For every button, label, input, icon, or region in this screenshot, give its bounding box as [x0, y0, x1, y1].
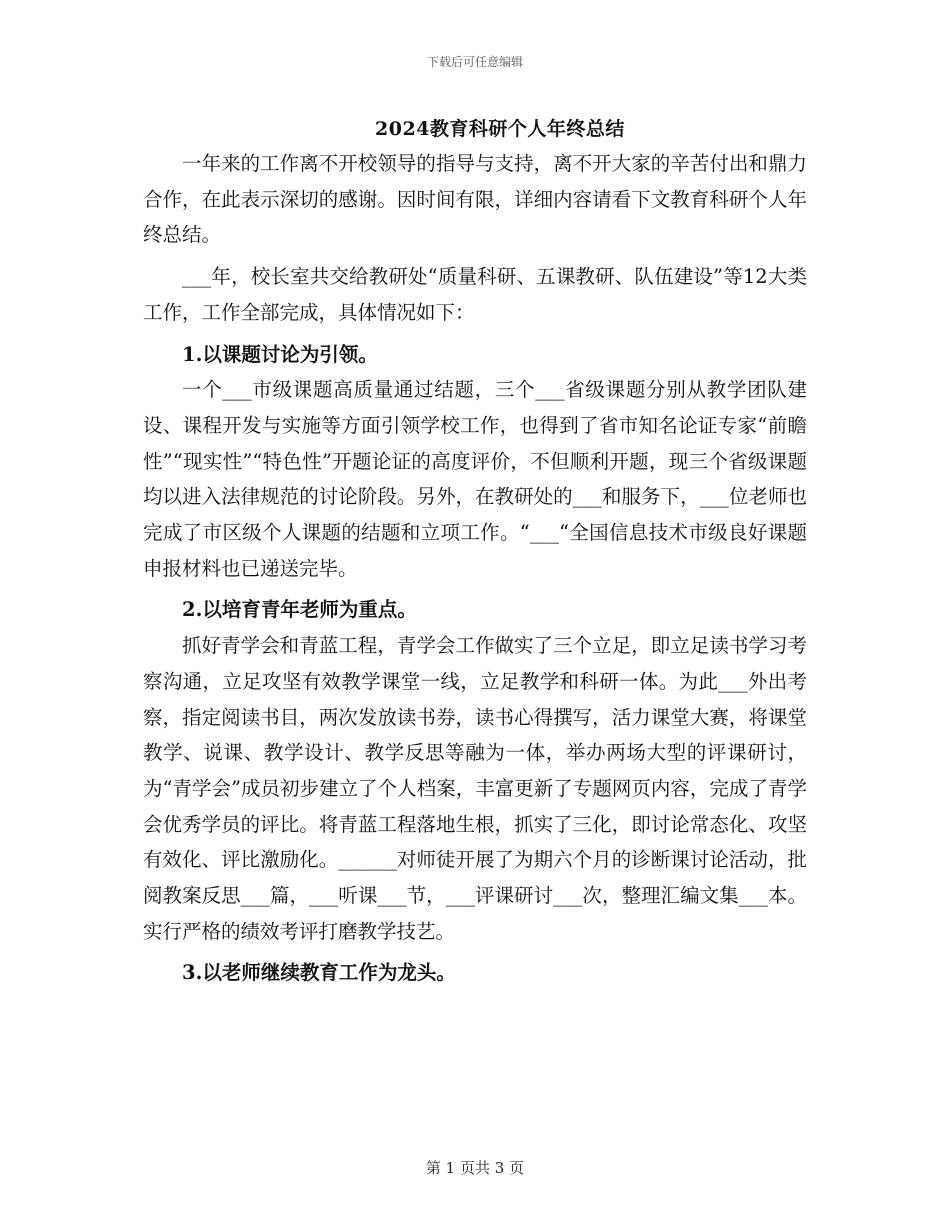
paragraph-section-1: 一个___市级课题高质量通过结题，三个___省级课题分别从教学团队建设、课程开发与实施等方面引领学校工作，也得到了省市知名论证专家“前瞻性”“现实性”“特色性”开题论证的高度评价，不但顺利开题，现三个省级课题均以进入法律规范的讨论阶段。另外，在教研处的___和服务下，___位老师也完成了市区级个人课题的结题和立项工作。“___“全国信息技术市级良好课题申报材料也已递送完毕。 [143, 378, 807, 580]
document-body [143, 146, 807, 991]
header-note: 下载后可任意编辑 [426, 55, 523, 69]
paragraph-intro: 一年来的工作离不开校领导的指导与支持，离不开大家的辛苦付出和鼎力合作，在此表示深切的感谢。因时间有限，详细内容请看下文教育科研个人年终总结。 [143, 152, 807, 247]
document-title: 2024教育科研个人年终总结 [375, 118, 625, 140]
section-heading-2: 2.以培育青年老师为重点。 [182, 598, 417, 622]
paragraph-overview: ___年，校长室共交给教研处“质量科研、五课教研、队伍建设”等12大类工作，工作全部完成，具体情况如下： [143, 265, 807, 324]
paragraph-section-2: 抓好青学会和青蓝工程，青学会工作做实了三个立足，即立足读书学习考察沟通，立足攻坚有效教学课堂一线，立足教学和科研一体。为此___外出考察，指定阅读书目，两次发放读书券，读书心得撰写，活力课堂大赛，将课堂教学、说课、教学设计、教学反思等融为一体，举办两场大型的评课研讨，为“青学会”成员初步建立了个人档案，丰富更新了专题网页内容，完成了青学会优秀学员的评比。将青蓝工程落地生根，抓实了三化，即讨论常态化、攻坚有效化、评比激励化。______对师徒开展了为期六个月的诊断课讨论活动，批阅教案反思___篇，___听课___节，___评课研讨___次，整理汇编文集___本。实行严格的绩效考评打磨教学技艺。 [143, 634, 807, 943]
page-number: 第 1 页共 3 页 [425, 1159, 525, 1177]
section-heading-1: 1.以课题讨论为引领。 [182, 342, 378, 366]
section-heading-3: 3.以老师继续教育工作为龙头。 [182, 961, 456, 985]
